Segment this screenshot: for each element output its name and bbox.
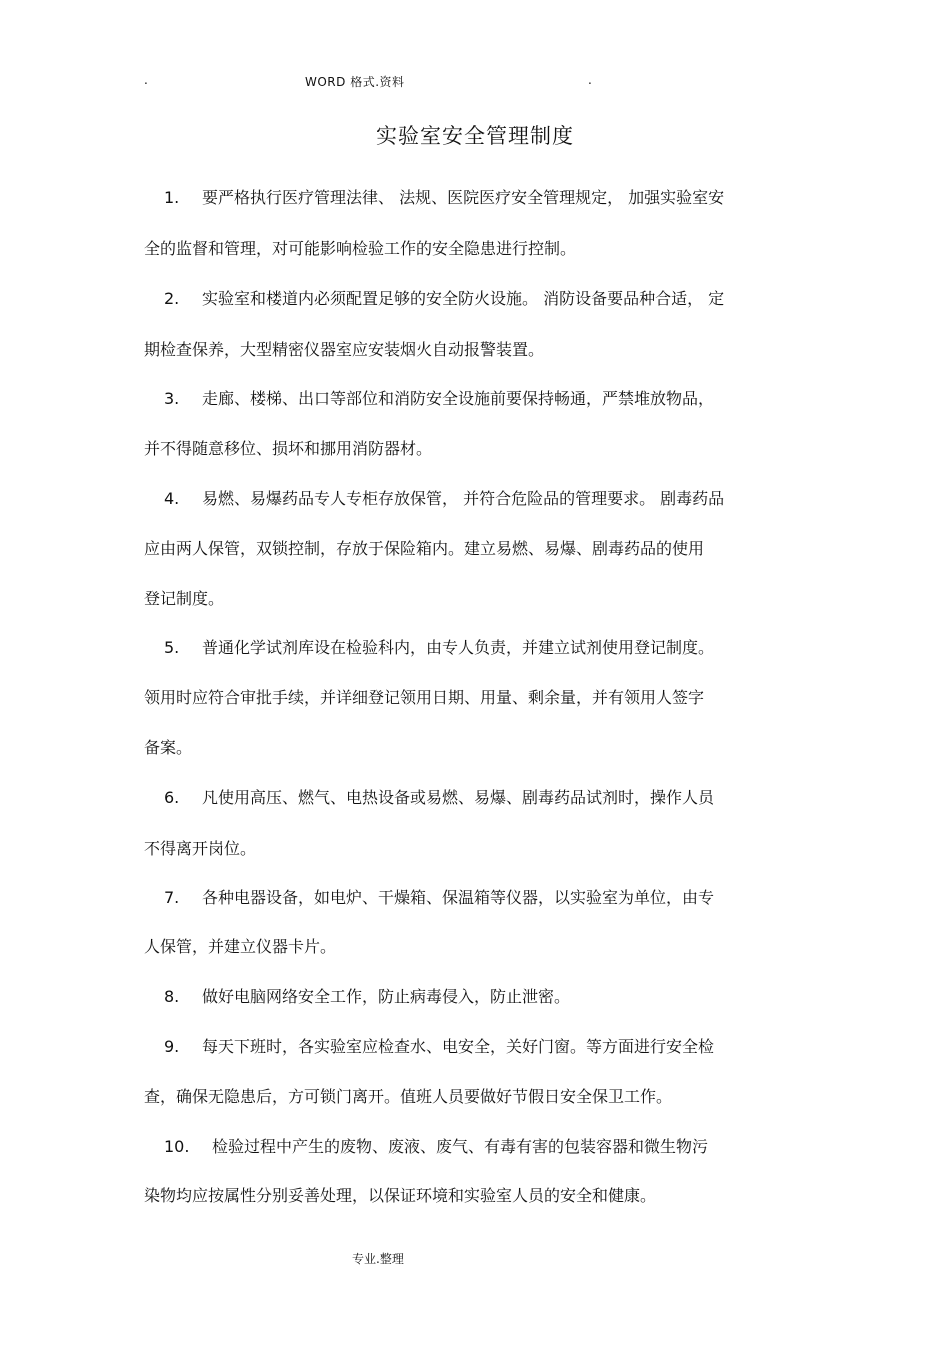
item-text: 易燃、易爆药品专人专柜存放保管， 并符合危险品的管理要求。 剧毒药品 <box>202 489 725 508</box>
item-text: 各种电器设备，如电炉、干燥箱、保温箱等仪器，以实验室为单位，由专 <box>202 888 715 907</box>
item-number: 2. <box>164 289 180 308</box>
list-item-5-line-1 <box>144 638 714 658</box>
list-item-5-line-2: 领用时应符合审批手续，并详细登记领用日期、用量、剩余量，并有领用人签字 <box>144 688 705 707</box>
list-item-8-line-1 <box>144 987 570 1007</box>
item-text: 做好电脑网络安全工作，防止病毒侵入，防止泄密。 <box>202 987 571 1006</box>
item-number: 7. <box>164 888 180 907</box>
item-number: 4. <box>164 489 180 508</box>
document-title: 实验室安全管理制度 <box>376 124 574 148</box>
list-item-10-line-1 <box>144 1137 708 1157</box>
item-number: 8. <box>164 987 180 1006</box>
list-item-4-line-2: 应由两人保管，双锁控制，存放于保险箱内。建立易燃、易爆、剧毒药品的使用 <box>144 539 705 558</box>
item-text: 每天下班时，各实验室应检查水、电安全，关好门窗。等方面进行安全检 <box>202 1037 715 1056</box>
list-item-2-line-2: 期检查保养，大型精密仪器室应安装烟火自动报警装置。 <box>144 340 545 359</box>
list-item-2-line-1 <box>144 289 724 309</box>
item-text: 普通化学试剂库设在检验科内，由专人负责，并建立试剂使用登记制度。 <box>202 638 715 657</box>
list-item-4-line-3: 登记制度。 <box>144 589 225 608</box>
list-item-6-line-2: 不得离开岗位。 <box>144 839 257 858</box>
list-item-9-line-1 <box>144 1037 714 1057</box>
list-item-1-line-1 <box>144 188 724 208</box>
item-text: 要严格执行医疗管理法律、 法规、医院医疗安全管理规定， 加强实验室安 <box>202 188 725 207</box>
item-text: 凡使用高压、燃气、电热设备或易燃、易爆、剧毒药品试剂时，操作人员 <box>202 788 715 807</box>
list-item-4-line-1 <box>144 489 724 509</box>
list-item-3-line-2: 并不得随意移位、损坏和挪用消防器材。 <box>144 439 433 458</box>
list-item-6-line-1 <box>144 788 714 808</box>
header-dot-right: . <box>588 73 592 87</box>
list-item-9-line-2: 查，确保无隐患后，方可锁门离开。值班人员要做好节假日安全保卫工作。 <box>144 1087 673 1106</box>
list-item-3-line-1 <box>144 389 714 409</box>
header-dot-left: . <box>144 73 148 87</box>
item-text: 检验过程中产生的废物、废液、废气、有毒有害的包装容器和微生物污 <box>212 1137 709 1156</box>
list-item-10-line-2: 染物均应按属性分别妥善处理，以保证环境和实验室人员的安全和健康。 <box>144 1186 657 1205</box>
page-footer: 专业.整理 <box>352 1252 404 1266</box>
item-number: 10. <box>164 1137 190 1156</box>
list-item-1-line-2: 全的监督和管理，对可能影响检验工作的安全隐患进行控制。 <box>144 239 577 258</box>
item-number: 9. <box>164 1037 180 1056</box>
list-item-7-line-2: 人保管，并建立仪器卡片。 <box>144 937 337 956</box>
page-header <box>0 73 950 93</box>
header-label: WORD 格式.资料 <box>305 75 405 89</box>
item-number: 1. <box>164 188 180 207</box>
item-number: 3. <box>164 389 180 408</box>
item-number: 6. <box>164 788 180 807</box>
list-item-7-line-1 <box>144 888 714 908</box>
item-text: 走廊、楼梯、出口等部位和消防安全设施前要保持畅通，严禁堆放物品， <box>202 389 715 408</box>
list-item-5-line-3: 备案。 <box>144 738 193 757</box>
item-number: 5. <box>164 638 180 657</box>
item-text: 实验室和楼道内必须配置足够的安全防火设施。 消防设备要品种合适， 定 <box>202 289 725 308</box>
